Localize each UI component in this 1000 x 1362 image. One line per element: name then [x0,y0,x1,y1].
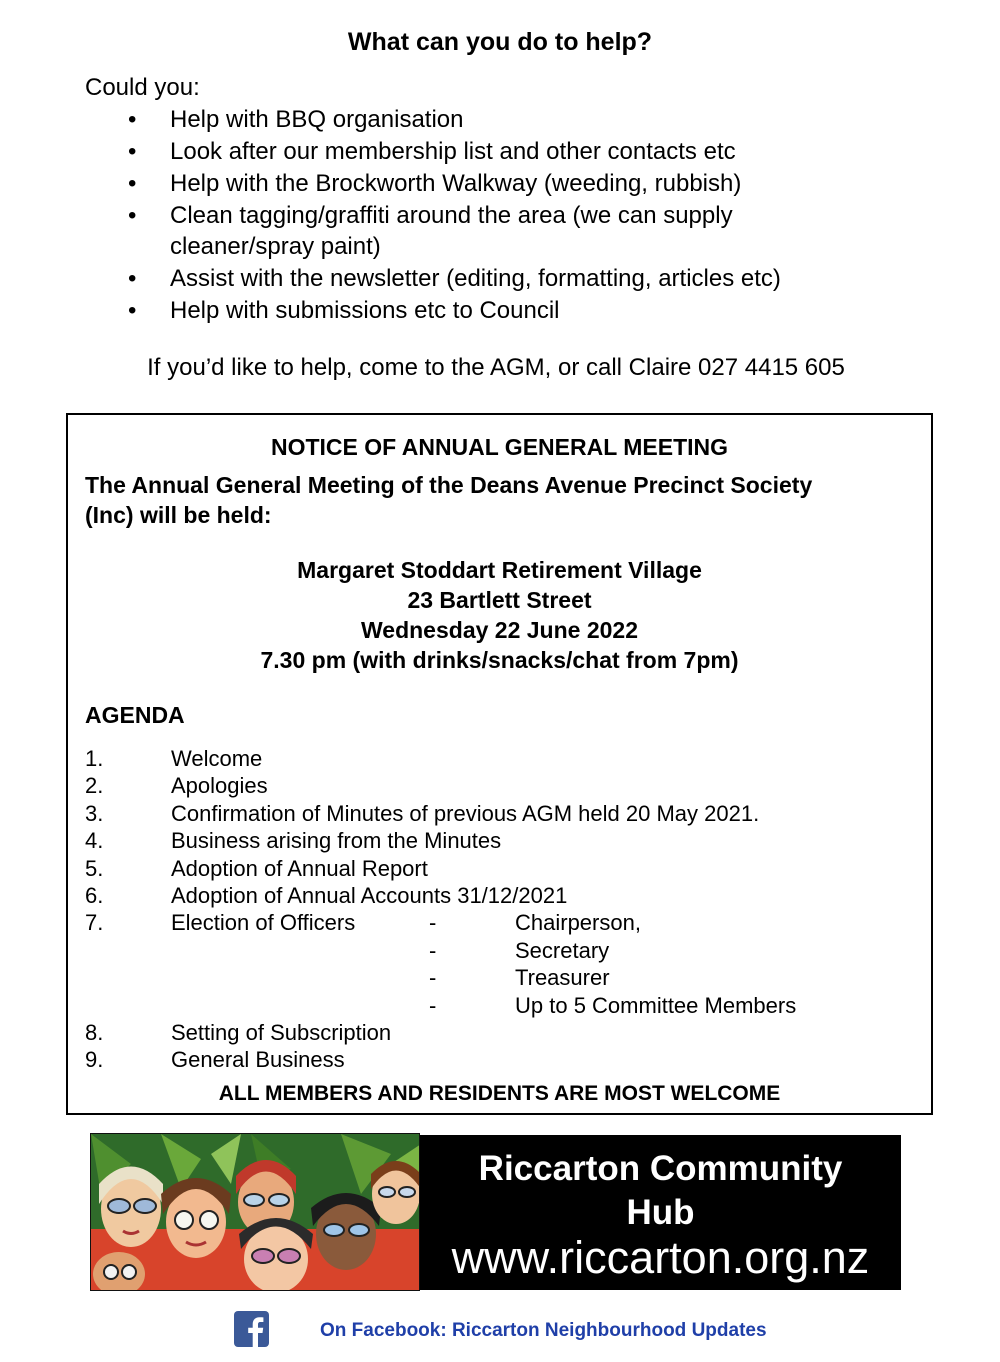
agenda-label: Election of Officers [171,910,356,936]
agenda-number: 8. [85,1019,104,1045]
page-title: What can you do to help? [347,28,653,56]
agenda-item [85,882,915,909]
agenda-label: Adoption of Annual Accounts 31/12/2021 [171,882,568,908]
agenda-label: Business arising from the Minutes [171,828,502,854]
agenda-number: 7. [85,910,104,936]
agenda-subitem: Treasurer [515,965,610,991]
help-item-text: Help with the Brockworth Walkway (weeding, rubbish) [170,170,742,197]
agenda-label: Confirmation of Minutes of previous AGM held 20 May 2021. [171,800,760,826]
agenda-item [85,909,915,936]
agenda-number: 6. [85,882,104,908]
agenda-item [85,745,915,772]
hub-banner [420,1135,901,1290]
agenda-item [85,772,915,799]
agenda-item [85,1046,915,1073]
agenda-subitem: Secretary [515,937,610,963]
agenda-list [85,745,915,1074]
agenda-number: 1. [85,746,104,771]
bullet-marker: • [128,202,137,229]
help-list [128,104,888,327]
venue-time: 7.30 pm (with drinks/snacks/chat from 7pm) [260,647,739,673]
agenda-subitem: Chairperson, [515,910,641,936]
bullet-marker: • [128,297,137,324]
hub-name-line: Hub [626,1193,695,1232]
help-list-item [128,168,888,199]
venue-address: 23 Bartlett Street [407,587,592,613]
help-list-item [128,200,888,262]
agenda-label: Apologies [171,773,268,799]
help-item-text: Clean tagging/graffiti around the area (we can supply [170,202,733,229]
community-artwork [90,1133,420,1291]
notice-title: NOTICE OF ANNUAL GENERAL MEETING [270,434,729,460]
faces-illustration [91,1134,420,1291]
notice-intro-line: (Inc) will be held: [85,502,272,528]
help-list-item [128,295,888,326]
notice-intro [85,470,925,530]
agenda-item [85,992,915,1019]
agenda-item [85,937,915,964]
agenda-number: 2. [85,773,104,799]
help-item-text: cleaner/spray paint) [170,233,381,260]
agenda-item [85,855,915,882]
bullet-marker: • [128,138,137,165]
agenda-label: Welcome [171,746,263,771]
help-item-text: Look after our membership list and other contacts etc [170,138,736,165]
facebook-logo [234,1311,269,1347]
help-list-item [128,136,888,167]
facebook-icon[interactable] [234,1311,269,1347]
help-intro: Could you: [85,74,200,101]
agenda-number: 4. [85,828,104,854]
agenda-heading: AGENDA [85,702,185,728]
bullet-marker: • [128,265,137,292]
agenda-item [85,964,915,991]
agenda-item [85,1019,915,1046]
agenda-dash: - [429,910,437,936]
agenda-dash: - [429,965,437,991]
hub-name [420,1147,901,1235]
facebook-page-link[interactable]: On Facebook: Riccarton Neighbourhood Updates [320,1320,767,1341]
venue-name: Margaret Stoddart Retirement Village [297,557,702,583]
notice-intro-line: The Annual General Meeting of the Deans Avenue Precinct Society [85,472,813,498]
notice-welcome: ALL MEMBERS AND RESIDENTS ARE MOST WELCOME [218,1082,781,1105]
help-item-text: Help with submissions etc to Council [170,297,560,324]
agenda-number: 5. [85,855,104,881]
bullet-marker: • [128,170,137,197]
hub-website-link[interactable]: www.riccarton.org.nz [451,1232,870,1283]
agenda-dash: - [429,937,437,963]
agenda-subitem: Up to 5 Committee Members [515,992,797,1018]
bullet-marker: • [128,106,137,133]
agenda-number: 9. [85,1047,104,1073]
help-list-item [128,263,888,294]
help-item-text: Assist with the newsletter (editing, formatting, articles etc) [170,265,781,292]
agenda-label: Setting of Subscription [171,1019,392,1045]
venue-details [68,555,931,675]
agenda-label: Adoption of Annual Report [171,855,428,881]
help-item-text: Help with BBQ organisation [170,106,464,133]
agenda-item [85,827,915,854]
help-list-item [128,104,888,135]
agm-notice-box [66,413,933,1115]
venue-date: Wednesday 22 June 2022 [361,617,638,643]
agenda-item [85,800,915,827]
help-call-text: If you’d like to help, come to the AGM, or call Claire 027 4415 605 [147,354,845,381]
hub-name-line: Riccarton Community [478,1149,843,1188]
agenda-dash: - [429,992,437,1018]
agenda-label: General Business [171,1047,345,1073]
agenda-number: 3. [85,800,104,826]
